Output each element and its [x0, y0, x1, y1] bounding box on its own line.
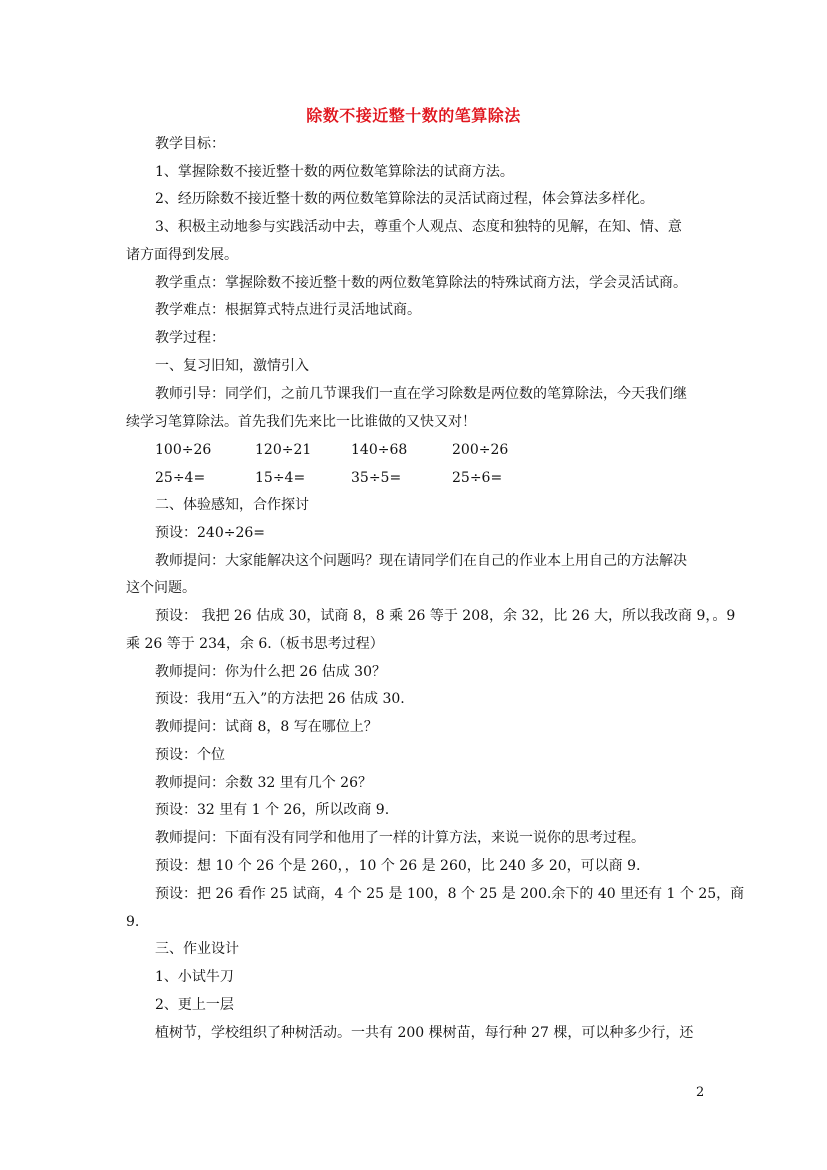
- section-heading: 一、复习旧知，激情引入: [155, 358, 309, 374]
- paragraph-line: 植树节，学校组织了种树活动。一共有 200 棵树苗，每行种 27 棵，可以种多少行，还: [155, 1025, 694, 1041]
- section-heading: 教学过程：: [155, 330, 225, 346]
- paragraph-line: 教师提问：余数 32 里有几个 26？: [155, 775, 372, 791]
- calc-item: 35÷5=: [351, 470, 402, 486]
- section-heading: 三、作业设计: [155, 941, 239, 957]
- paragraph-line: 1、小试牛刀: [155, 969, 234, 985]
- paragraph-line: 教师提问：试商 8，8 写在哪位上？: [155, 719, 378, 735]
- paragraph-line: 续学习笔算除法。首先我们先来比一比谁做的又快又对！: [126, 414, 476, 430]
- paragraph-line: 3、积极主动地参与实践活动中去，尊重个人观点、态度和独特的见解，在知、情、意: [155, 219, 682, 235]
- paragraph-line: 预设：240÷26=: [155, 525, 265, 541]
- calc-item: 100÷26: [155, 442, 212, 458]
- calc-item: 120÷21: [255, 442, 312, 458]
- page-number: 2: [696, 1085, 705, 1100]
- calc-item: 25÷6=: [452, 470, 503, 486]
- paragraph-line: 乘 26 等于 234，余 6.（板书思考过程）: [126, 636, 384, 652]
- section-heading: 二、体验感知，合作探讨: [155, 497, 309, 513]
- paragraph-line: 这个问题。: [126, 580, 196, 596]
- paragraph-line: 教学重点：掌握除数不接近整十数的两位数笔算除法的特殊试商方法，学会灵活试商。: [155, 275, 687, 291]
- paragraph-line: 教师引导：同学们，之前几节课我们一直在学习除数是两位数的笔算除法，今天我们继: [155, 386, 687, 402]
- paragraph-line: 2、经历除数不接近整十数的两位数笔算除法的灵活试商过程，体会算法多样化。: [155, 191, 654, 207]
- paragraph-line: 诸方面得到发展。: [126, 247, 238, 263]
- paragraph-line: 1、掌握除数不接近整十数的两位数笔算除法的试商方法。: [155, 164, 514, 180]
- paragraph-line: 预设：32 里有 1 个 26，所以改商 9.: [155, 802, 390, 818]
- paragraph-line: 教学难点：根据算式特点进行灵活地试商。: [155, 302, 421, 318]
- section-heading: 教学目标：: [155, 136, 225, 152]
- paragraph-line: 教师提问：大家能解决这个问题吗？现在请同学们在自己的作业本上用自己的方法解决: [155, 553, 687, 569]
- paragraph-line: 预设：想 10 个 26 个是 260，，10 个 26 是 260，比 240 多 20，可以商 9.: [155, 858, 641, 874]
- calc-item: 15÷4=: [255, 470, 306, 486]
- paragraph-line: 教师提问：下面有没有同学和他用了一样的计算方法，来说一说你的思考过程。: [155, 830, 645, 846]
- paragraph-line: 9.: [126, 914, 140, 930]
- paragraph-line: 预设：我用“五入”的方法把 26 估成 30.: [155, 691, 405, 707]
- paragraph-line: 2、更上一层: [155, 997, 234, 1013]
- paragraph-line: 预设： 我把 26 估成 30，试商 8，8 乘 26 等于 208，余 32，比 26 大，所以我改商 9，。9: [155, 608, 736, 624]
- paragraph-line: 教师提问：你为什么把 26 估成 30？: [155, 664, 386, 680]
- page-title: 除数不接近整十数的笔算除法: [306, 106, 521, 125]
- calc-item: 200÷26: [452, 442, 509, 458]
- paragraph-line: 预设：个位: [155, 747, 225, 763]
- calc-item: 25÷4=: [155, 470, 206, 486]
- paragraph-line: 预设：把 26 看作 25 试商，4 个 25 是 100，8 个 25 是 200.余下的 40 里还有 1 个 25，商: [155, 886, 745, 902]
- calc-item: 140÷68: [351, 442, 408, 458]
